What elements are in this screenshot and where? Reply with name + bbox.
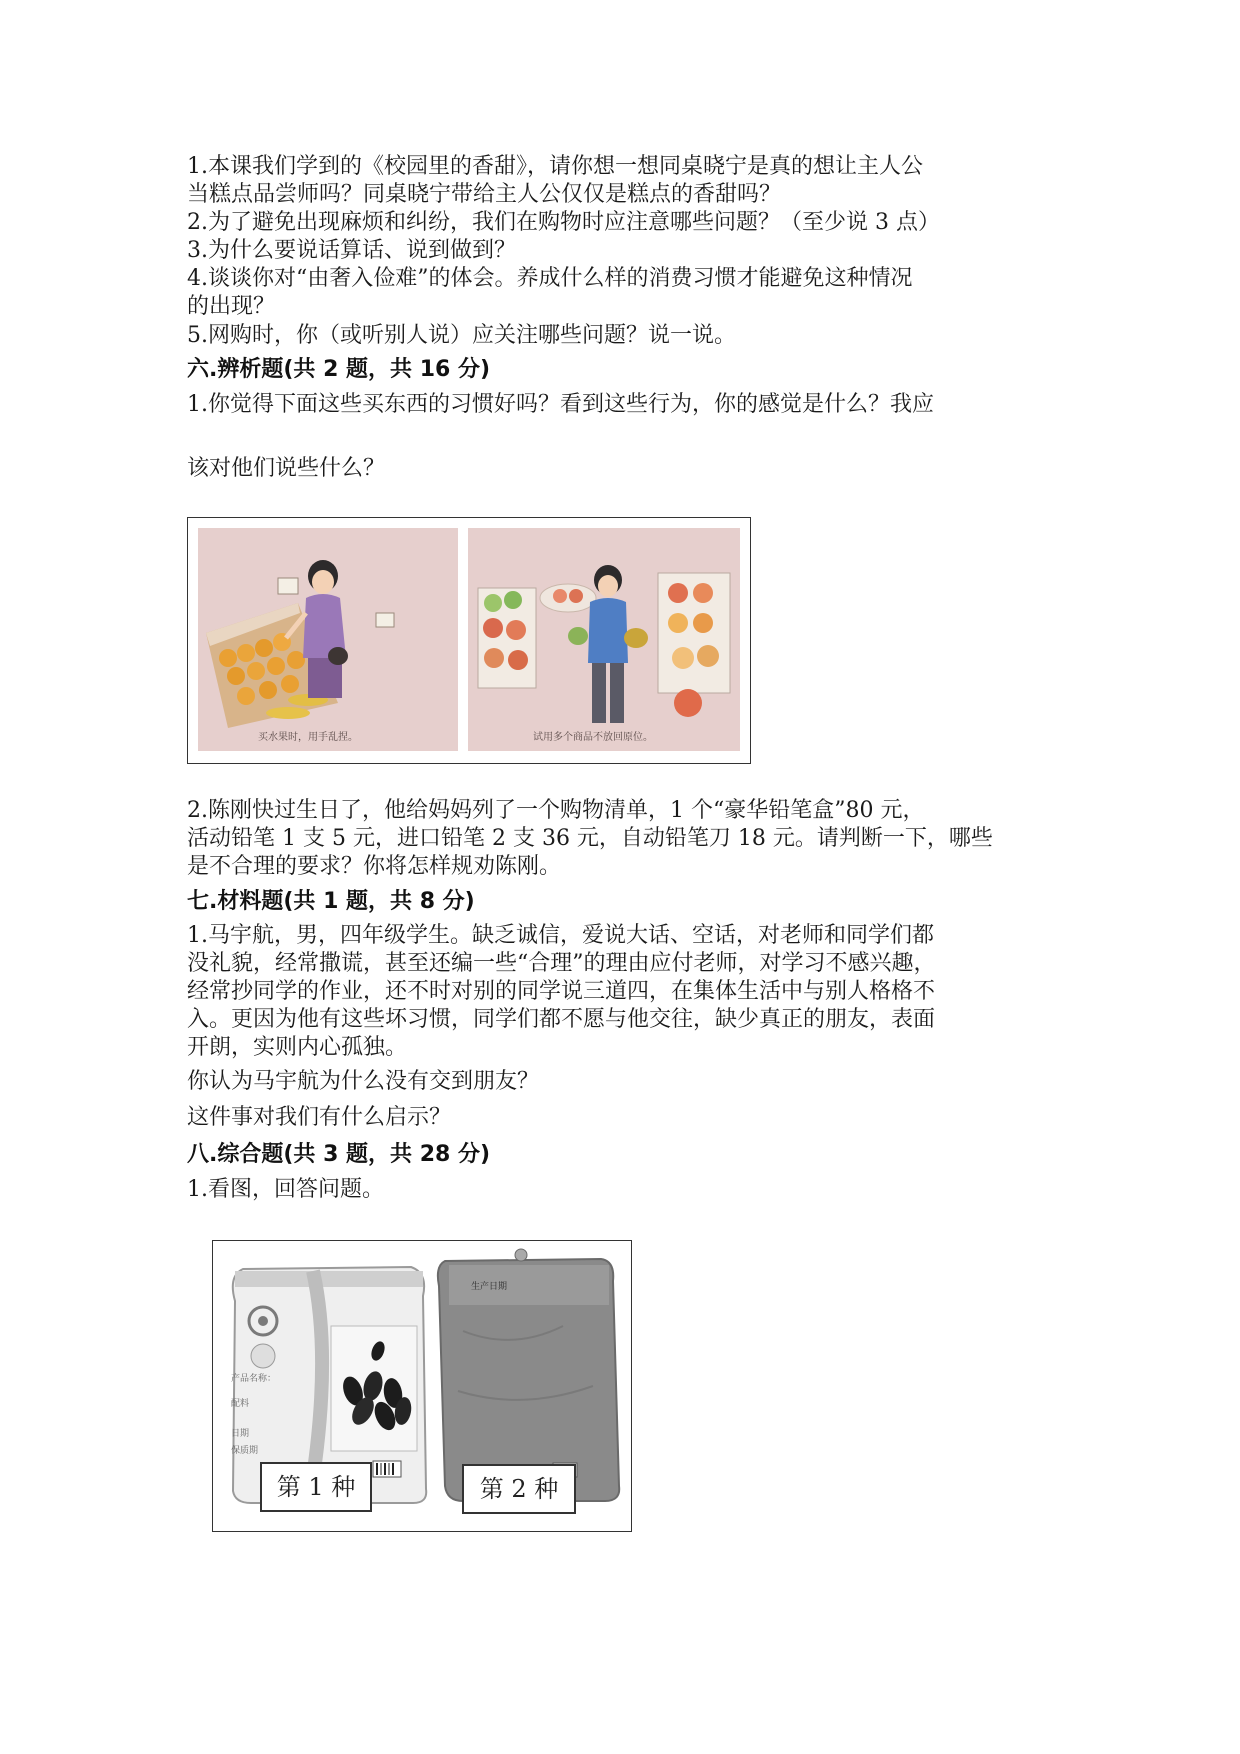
label-2-text: 第 2 种 <box>479 1475 559 1503</box>
section-7-question-1-line-1: 1.马宇航，男，四年级学生。缺乏诚信，爱说大话、空话，对老师和同学们都 <box>187 923 934 948</box>
bag-1-field-name: 产品名称： <box>231 1374 277 1384</box>
bag-1-field-shelf: 保质期 <box>231 1446 259 1456</box>
qa-question-4-line-1: 4.谈谈你对“由奢入俭难”的体会。养成什么样的消费习惯才能避免这种情况 <box>187 266 913 291</box>
label-1-text: 第 1 种 <box>276 1473 356 1501</box>
qa-question-3: 3.为什么要说话算话、说到做到？ <box>187 238 516 263</box>
qa-question-4-line-2: 的出现？ <box>187 294 276 319</box>
packaging-comparison-image <box>212 1240 632 1532</box>
packaging-figure <box>213 1241 631 1531</box>
bag-1-field-date: 日期 <box>231 1429 250 1439</box>
section-7-question-1-line-4: 入。更因为他有这些坏习惯，同学们都不愿与他交往，缺少真正的朋友，表面 <box>187 1007 936 1032</box>
shopping-habits-figure <box>188 518 750 763</box>
left-panel-caption: 买水果时，用手乱捏。 <box>258 732 358 743</box>
section-6-question-1-line-1: 1.你觉得下面这些买东西的习惯好吗？看到这些行为，你的感觉是什么？我应 <box>187 392 934 417</box>
section-6-question-2-line-3: 是不合理的要求？你将怎样规劝陈刚。 <box>187 854 562 879</box>
bag-1-field-ingredients: 配料 <box>231 1399 250 1409</box>
section-7-question-1-line-3: 经常抄同学的作业，还不时对别的同学说三道四，在集体生活中与别人格格不 <box>187 979 936 1004</box>
qa-question-1-line-2: 当糕点品尝师吗？同桌晓宁带给主人公仅仅是糕点的香甜吗？ <box>187 182 782 207</box>
section-8-question-1: 1.看图，回答问题。 <box>187 1177 384 1202</box>
section-6-question-2-line-1: 2.陈刚快过生日了，他给妈妈列了一个购物清单，1 个“豪华铅笔盒”80 元， <box>187 798 925 823</box>
right-panel-caption: 试用多个商品不放回原位。 <box>533 732 653 743</box>
bag-2-label: 生产日期 <box>471 1282 508 1292</box>
section-7-ask-2: 这件事对我们有什么启示？ <box>187 1105 452 1130</box>
section-6-question-1-line-2: 该对他们说些什么？ <box>187 456 386 481</box>
qa-question-1-line-1: 1.本课我们学到的《校园里的香甜》，请你想一想同桌晓宁是真的想让主人公 <box>187 154 923 179</box>
shopping-habits-illustration <box>187 517 751 764</box>
qa-question-5: 5.网购时，你（或听别人说）应关注哪些问题？说一说。 <box>187 323 736 348</box>
section-6-heading: 六.辨析题(共 2 题，共 16 分) <box>187 357 491 382</box>
section-7-ask-1: 你认为马宇航为什么没有交到朋友？ <box>187 1069 540 1094</box>
section-8-heading: 八.综合题(共 3 题，共 28 分) <box>187 1142 491 1167</box>
qa-question-2: 2.为了避免出现麻烦和纠纷，我们在购物时应注意哪些问题？（至少说 3 点） <box>187 210 940 235</box>
section-7-question-1-line-2: 没礼貌，经常撒谎，甚至还编一些“合理”的理由应付老师，对学习不感兴趣， <box>187 951 936 976</box>
section-6-question-2-line-2: 活动铅笔 1 支 5 元，进口铅笔 2 支 36 元，自动铅笔刀 18 元。请判断一下，哪些 <box>187 826 993 851</box>
bag-2 <box>438 1249 619 1501</box>
section-7-question-1-line-5: 开朗，实则内心孤独。 <box>187 1035 408 1060</box>
section-7-heading: 七.材料题(共 1 题，共 8 分) <box>187 889 475 914</box>
